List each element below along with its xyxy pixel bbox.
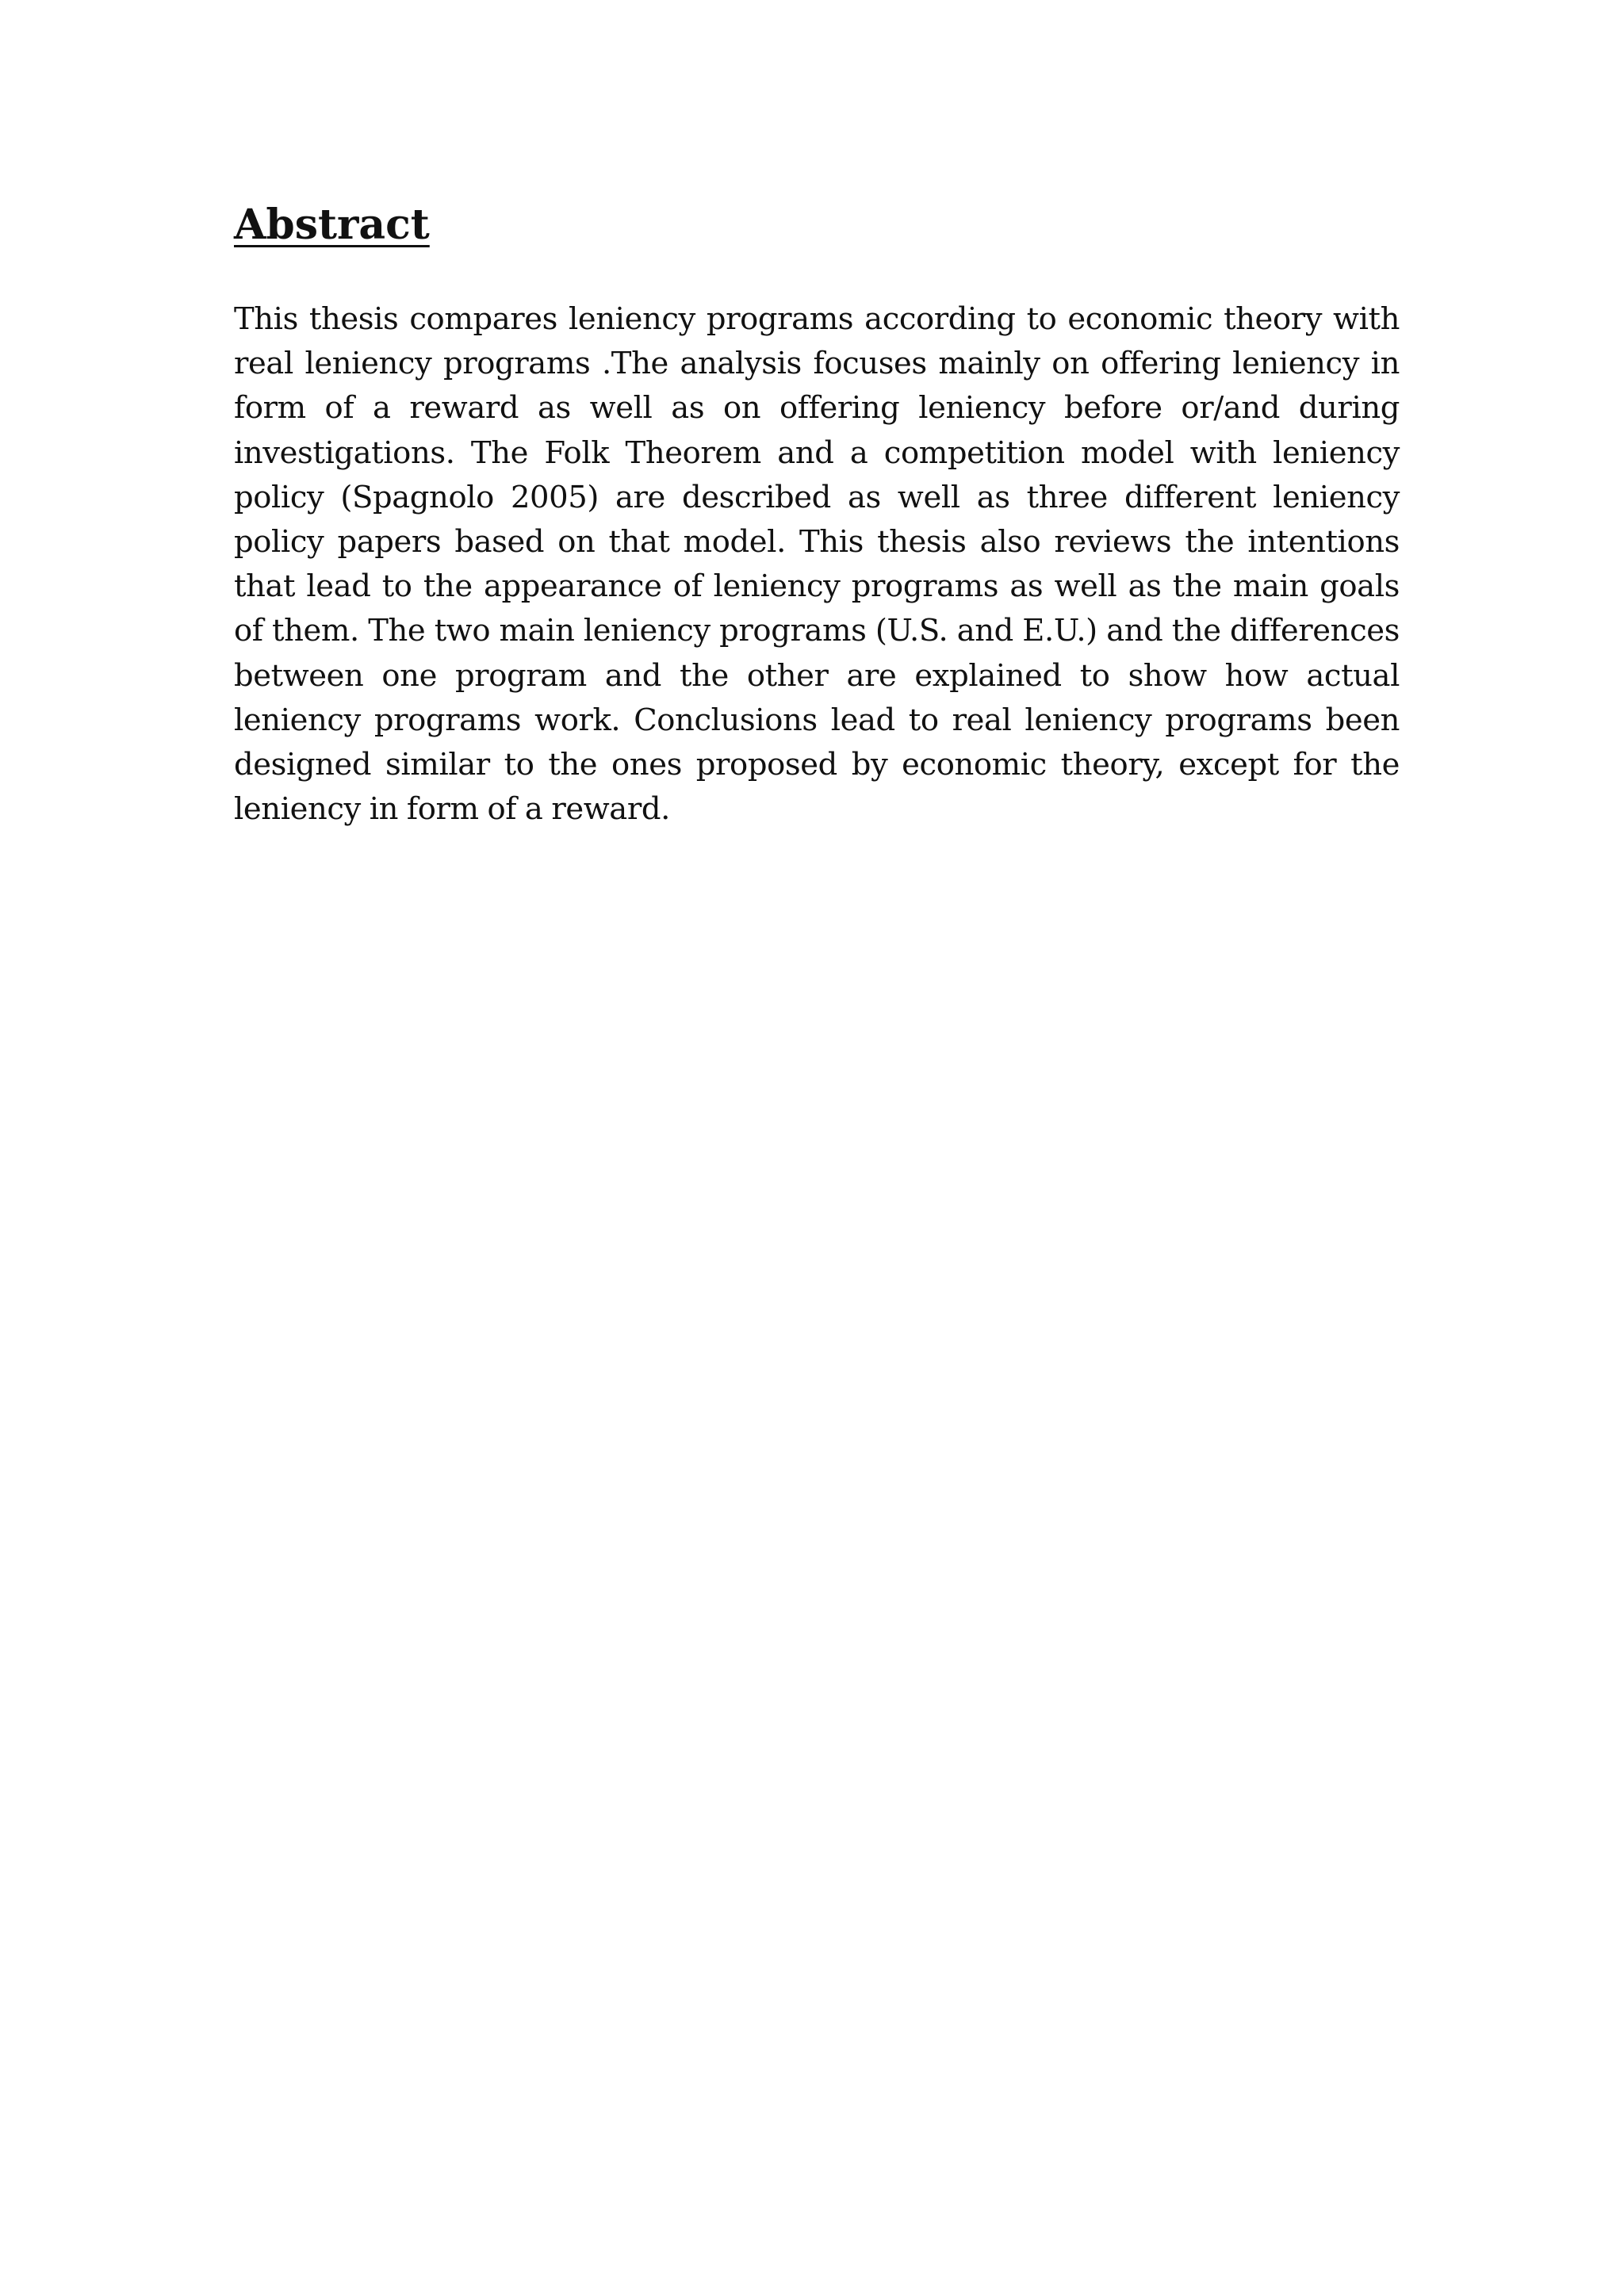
- abstract-paragraph: This thesis compares leniency programs according to economic theory with real leniency programs .The analysis focuses mainly on offering leniency in form of a reward as well as on offering leniency before or/and during investigations. The Folk Theorem and a competition model with leniency policy (Spagnolo 2005) are described as well as three different leniency policy papers based on that model. This thesis also reviews the intentions that lead to the appearance of leniency programs as well as the main goals of them. The two main leniency programs (U.S. and E.U.) and the differences between one program and the other are explained to show how actual leniency programs work. Conclusions lead to real leniency programs been designed similar to the ones proposed by economic theory, except for the leniency in form of a reward.: [234, 301, 1400, 828]
- abstract-heading: Abstract: [234, 201, 430, 249]
